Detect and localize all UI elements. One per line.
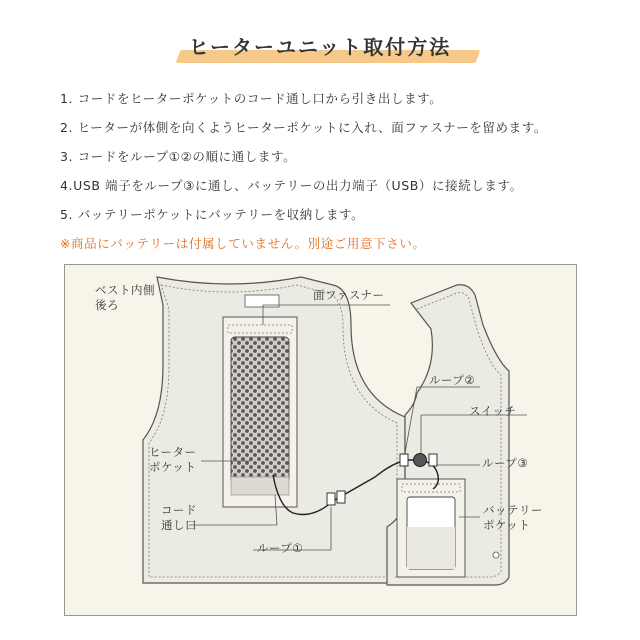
cord-outlet-line1: コード <box>161 503 197 517</box>
switch-label: スイッチ <box>469 404 517 418</box>
battery-pocket-line2: ポケット <box>483 518 531 532</box>
cord-outlet-label <box>161 503 197 533</box>
heater-pocket-label <box>149 445 197 475</box>
velcro-label: 面ファスナー <box>313 288 385 302</box>
loop3-label: ループ③ <box>482 456 529 470</box>
step-3: 3. コードをループ①②の順に通します。 <box>60 149 297 164</box>
loop-3 <box>429 454 437 466</box>
step-2: 2. ヒーターが体側を向くようヒーターポケットに入れ、面ファスナーを留めます。 <box>60 120 547 135</box>
step-1: 1. コードをヒーターポケットのコード通し口から引き出します。 <box>60 91 443 106</box>
heater-pocket-line2: ポケット <box>149 460 197 474</box>
step-4: 4.USB 端子をループ③に通し、バッテリーの出力端子（USB）に接続します。 <box>60 178 523 193</box>
vest-label-line2: 後ろ <box>95 298 119 312</box>
battery-pocket <box>397 479 465 577</box>
loop-2 <box>400 454 408 466</box>
loop2-label: ループ② <box>429 373 476 387</box>
loop1-label: ループ① <box>257 541 304 555</box>
step-5: 5. バッテリーポケットにバッテリーを収納します。 <box>60 207 365 222</box>
battery-note: ※商品にバッテリーは付属していません。別途ご用意下さい。 <box>60 236 426 251</box>
heater-pocket-line1: ヒーター <box>149 445 197 459</box>
page-title: ヒーターユニット取付方法 <box>188 35 452 59</box>
switch <box>414 454 427 467</box>
cord-outlet-line2: 通し口 <box>161 518 197 532</box>
instruction-list <box>60 88 620 262</box>
vest-inside-back-label <box>95 283 155 313</box>
vest-label-line1: ベスト内側 <box>95 283 155 297</box>
vest-illustration <box>65 265 577 616</box>
battery-pocket-line1: バッテリー <box>483 503 543 517</box>
battery-pocket-label <box>483 503 543 533</box>
title-area <box>0 28 640 72</box>
vest-diagram <box>64 264 577 616</box>
heater-pocket <box>223 317 297 507</box>
